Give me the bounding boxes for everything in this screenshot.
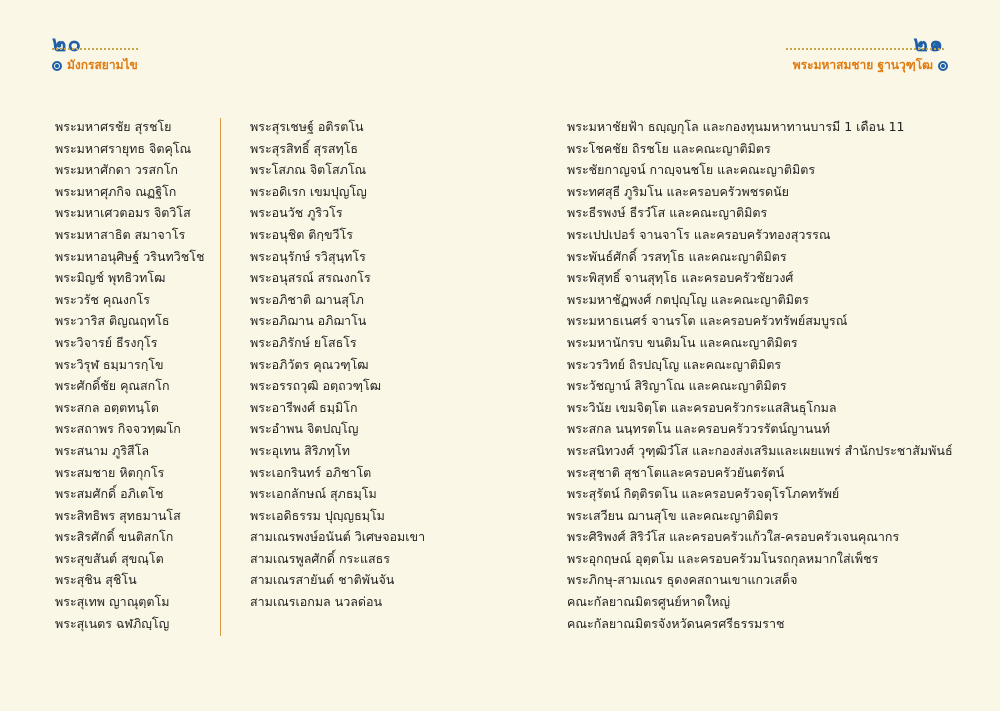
list-item: พระสนิทวงศ์ วุฑฺฒิวํโส และกองส่งเสริมและเผยแพร่ สำนักประชาสัมพันธ์ xyxy=(567,442,953,458)
list-item: พระพันธ์ศักดิ์ วรสทฺโธ และคณะญาติมิตร xyxy=(567,248,787,264)
list-item: พระอุเทน สิริภทฺโท xyxy=(250,442,350,458)
list-item: พระสุเทพ ญาณุตฺตโม xyxy=(55,594,170,610)
list-item: พระมหานักรบ ขนติมโน และคณะญาติมิตร xyxy=(567,334,798,350)
list-item: คณะกัลยาณมิตรศูนย์หาดใหญ่ xyxy=(567,594,731,610)
list-item: พระอนุชิต ติกฺขวีโร xyxy=(250,226,353,242)
list-item: พระมหาศรายุทธ จิตคุโณ xyxy=(55,140,192,156)
list-item: พระอดิเรก เขมปุญโญ xyxy=(250,183,367,199)
list-item: คณะกัลยาณมิตรจังหวัดนครศรีธรรมราช xyxy=(567,615,785,631)
section-title: พระมหาสมชาย ฐานวุฑฺโฒ xyxy=(792,58,933,72)
column-divider xyxy=(220,118,221,636)
name-list-column-2 xyxy=(250,116,490,613)
list-item: พระอภิชาติ ฌานสุโภ xyxy=(250,291,364,307)
name-list-column-3 xyxy=(567,116,987,634)
list-item: พระมหาเศวตอมร จิตวิโส xyxy=(55,205,191,221)
bullet-icon xyxy=(938,61,948,71)
list-item: พระสุรัตน์ กิตฺติรตโน และครอบครัวจตุโรโภคทรัพย์ xyxy=(567,486,840,502)
list-item: พระวรวิทย์ ถิรปญฺโญ และคณะญาติมิตร xyxy=(567,356,782,372)
section-header xyxy=(52,56,138,75)
list-item: พระอภิรักษ์ ยโสธโร xyxy=(250,334,357,350)
list-item: พระอนวัช ภูริวโร xyxy=(250,205,343,221)
list-item: สามเณรสายันต์ ชาติพันจัน xyxy=(250,572,395,588)
list-item: สามเณรพงษ์อนันต์ วิเศษจอมเขา xyxy=(250,529,426,545)
list-item: พระเอกลักษณ์ สุภธมฺโม xyxy=(250,486,377,502)
list-item: พระพิสุทธิ์ จานสุทฺโธ และครอบครัวชัยวงศ์ xyxy=(567,270,794,286)
name-list-column-1 xyxy=(55,116,215,634)
list-item: พระวรัช คุณงกโร xyxy=(55,291,150,307)
list-item: พระวินัย เขมจิตฺโต และครอบครัวกระแสสินธุโกมล xyxy=(567,399,837,415)
list-item: พระสุขสันต์ สุขณฺโต xyxy=(55,550,164,566)
list-item: พระเสวียน ฌานสุโข และคณะญาติมิตร xyxy=(567,507,779,523)
list-item: พระมหาชัฏพงศ์ กตปุญฺโญ และคณะญาติมิตร xyxy=(567,291,809,307)
list-item: พระสถาพร กิจจวทฺฒโก xyxy=(55,421,181,437)
list-item: พระวัชญาน์ สิริญาโณ และคณะญาติมิตร xyxy=(567,378,787,394)
list-item: พระสกล อตฺตทนฺโต xyxy=(55,399,159,415)
list-item: พระธีรพงษ์ ธีรวํโส และคณะญาติมิตร xyxy=(567,205,768,221)
right-page xyxy=(500,0,1000,711)
list-item: พระมหาชัยฟ้า ธญฺญกุโล และกองทุนมหาทานบารมี 1 เดือน 11 xyxy=(567,119,905,134)
list-item: พระศิริพงศ์ สิริวํโส และครอบครัวแก้วใส-ครอบครัวเจนคุณากร xyxy=(567,529,900,545)
list-item: พระสิรศักดิ์ ขนติสกโก xyxy=(55,529,174,545)
list-item: พระเอดิธรรม ปุญฺญธมฺโม xyxy=(250,507,385,523)
list-item: พระสิทธิพร สุทธมานโส xyxy=(55,507,181,523)
page-number: ๒๐ xyxy=(52,32,82,57)
list-item: พระสุรสิทธิ์ สุรสทฺโธ xyxy=(250,140,359,156)
bullet-icon xyxy=(52,61,62,71)
page-number: ๒๑ xyxy=(913,32,944,57)
list-item: สามเณรเอกมล นวลด่อน xyxy=(250,594,383,610)
list-item: พระสกล นนฺทรตโน และครอบครัววรรัตน์ญานนท์ xyxy=(567,421,831,437)
list-item: พระอารีพงศ์ ธมฺมิโก xyxy=(250,399,358,415)
list-item: พระสมศักดิ์ อภิเตโช xyxy=(55,486,164,502)
list-item: พระมหาสาธิต สมาจาโร xyxy=(55,226,186,242)
list-item: พระอนุสรณ์ สรณงกโร xyxy=(250,270,371,286)
list-item: พระชัยกาญจน์ กาญฺจนชโย และคณะญาติมิตร xyxy=(567,162,816,178)
list-item: พระสุรเชษฐ์ อติรตโน xyxy=(250,119,364,134)
list-item: พระเปปเปอร์ จานจาโร และครอบครัวทองสุวรรณ xyxy=(567,226,831,242)
list-item: พระทศสุธี ภูริมโน และครอบครัวพชรดนัย xyxy=(567,183,789,199)
section-title: มังกรสยามไข xyxy=(67,58,138,72)
list-item: พระอุกฤษณ์ อุตฺตโม และครอบครัวมโนรถกุลหมากใส่เพ็ชร xyxy=(567,550,879,566)
list-item: พระศักดิ์ชัย คุณสกโก xyxy=(55,378,170,394)
list-item: พระโสภณ จิตโสภโณ xyxy=(250,162,367,178)
list-item: พระมหาศรชัย สุรชโย xyxy=(55,119,172,134)
list-item: พระอรรถวุฒิ อตฺถวฑฺโฒ xyxy=(250,378,382,394)
list-item: พระมหาศุภกิจ ณฏฐิโก xyxy=(55,183,177,199)
list-item: พระมหาธเนศร์ จานรโต และครอบครัวทรัพย์สมบูรณ์ xyxy=(567,313,848,329)
list-item: พระวิจารย์ ธีรงกุโร xyxy=(55,334,158,350)
list-item: พระภิกษุ-สามเณร ธุดงคสถานเขาแกวเสด็จ xyxy=(567,572,798,588)
section-header xyxy=(793,56,948,75)
list-item: พระมหาอนุศิษฐ์ วรินทวิชโช xyxy=(55,248,205,264)
list-item: พระอภิวัตร คุณวฑฺโฒ xyxy=(250,356,369,372)
list-item: พระสนาม ภูริสีโล xyxy=(55,442,150,458)
list-item: พระสุชิน สุชิโน xyxy=(55,572,137,588)
dotted-divider xyxy=(786,48,944,50)
list-item: พระอนุรักษ์ รวิสุนฺทโร xyxy=(250,248,366,264)
list-item: พระสุชาติ สุชาโตและครอบครัวยันตรัตน์ xyxy=(567,464,785,480)
list-item: พระโชคชัย ถิรชโย และคณะญาติมิตร xyxy=(567,140,771,156)
list-item: พระอำพน จิตปญฺโญ xyxy=(250,421,359,437)
list-item: พระมหาศักดา วรสกโก xyxy=(55,162,178,178)
list-item: พระสุเนตร ฉฬภิญฺโญ xyxy=(55,615,170,631)
list-item: พระวิรุฬ ธมฺมารกฺโข xyxy=(55,356,164,372)
list-item: พระเอกรินทร์ อภิชาโต xyxy=(250,464,372,480)
dotted-divider xyxy=(52,48,138,50)
list-item: พระอภิฌาน อภิฌาโน xyxy=(250,313,367,329)
list-item: พระสมชาย หิตกุกโร xyxy=(55,464,165,480)
list-item: สามเณรพูลศักดิ์ กระแสธร xyxy=(250,550,390,566)
list-item: พระมิญช์ พุทธิวทโฒ xyxy=(55,270,166,286)
list-item: พระวาริส ติญณฤทโธ xyxy=(55,313,170,329)
